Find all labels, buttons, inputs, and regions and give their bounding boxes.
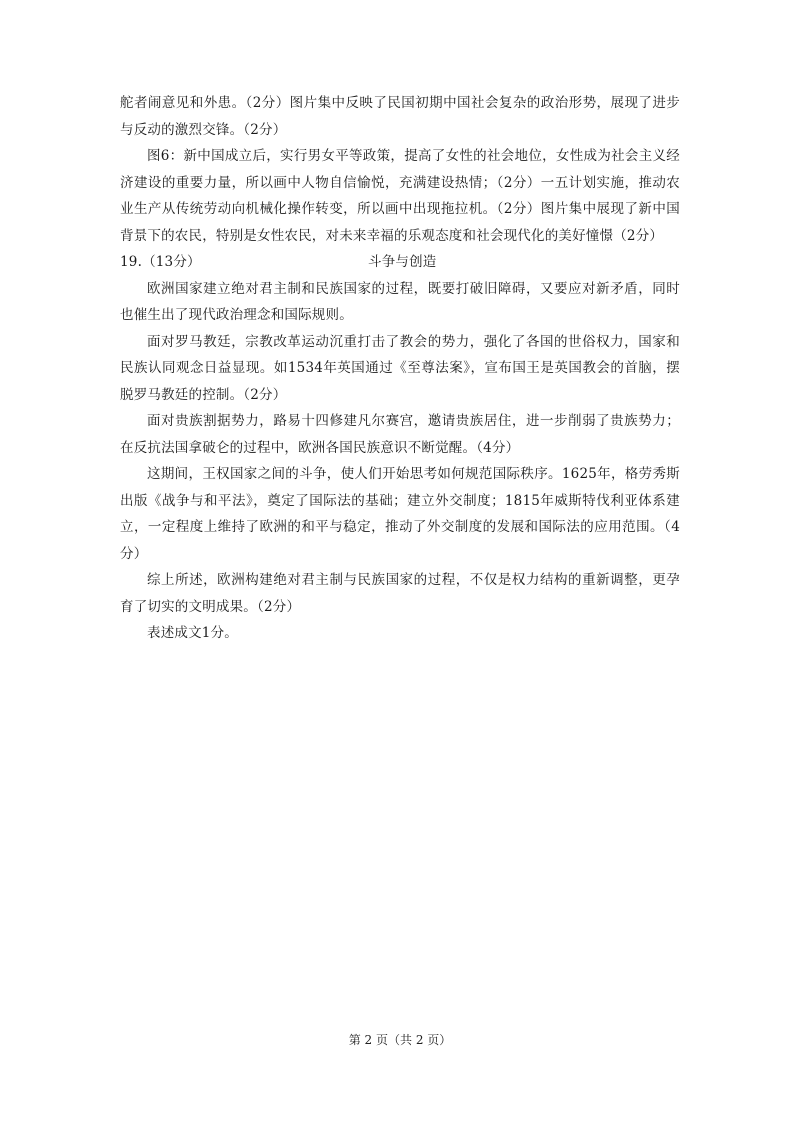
answer-paragraph: 这期间，王权国家之间的斗争，使人们开始思考如何规范国际秩序。1625年，格劳秀斯出版《战争与和平法》，奠定了国际法的基础；建立外交制度；1815年威斯特伐利亚体系建立，一定程度上维持了欧洲的和平与稳定，推动了外交制度的发展和国际法的应用范围。（4分）: [120, 466, 680, 562]
page-footer: 第 2 页（共 2 页）: [348, 1033, 452, 1047]
paragraph-history-answer-end: 舵者闹意见和外患。（2分）图片集中反映了民国初期中国社会复杂的政治形势，展现了进步与反动的激烈交锋。（2分）: [120, 95, 680, 138]
answer-paragraph: 面对罗马教廷，宗教改革运动沉重打击了教会的势力，强化了各国的世俗权力，国家和民族认同观念日益显现。如1534年英国通过《至尊法案》，宣布国王是英国教会的首脑，摆脱罗马教廷的控制。（2分）: [120, 333, 680, 403]
paragraph-figure-6: 图6：新中国成立后，实行男女平等政策，提高了女性的社会地位，女性成为社会主义经济建设的重要力量，所以画中人物自信愉悦，充满建设热情；（2分）一五计划实施，推动农业生产从传统劳动向机械化操作转变，所以画中出现拖拉机。（2分）图片集中展现了新中国背景下的农民，特别是女性农民，对未来幸福的乐观态度和社会现代化的美好憧憬（2分）: [120, 148, 680, 244]
question-19-header: [120, 249, 680, 276]
question-title: 斗争与创造: [368, 254, 437, 270]
question-number: 19.（13分）: [120, 254, 201, 270]
answer-paragraph: 欧洲国家建立绝对君主制和民族国家的过程，既要打破旧障碍，又要应对新矛盾，同时也催生出了现代政治理念和国际规则。: [120, 280, 680, 323]
answer-paragraph: 综上所述，欧洲构建绝对君主制与民族国家的过程，不仅是权力结构的重新调整，更孕育了切实的文明成果。（2分）: [120, 572, 680, 615]
answer-paragraph: 面对贵族割据势力，路易十四修建凡尔赛宫，邀请贵族居住，进一步削弱了贵族势力；在反抗法国拿破仑的过程中，欧洲各国民族意识不断觉醒。（4分）: [120, 413, 680, 456]
answer-document: [120, 90, 680, 647]
answer-paragraph: 表述成文1分。: [147, 625, 238, 641]
